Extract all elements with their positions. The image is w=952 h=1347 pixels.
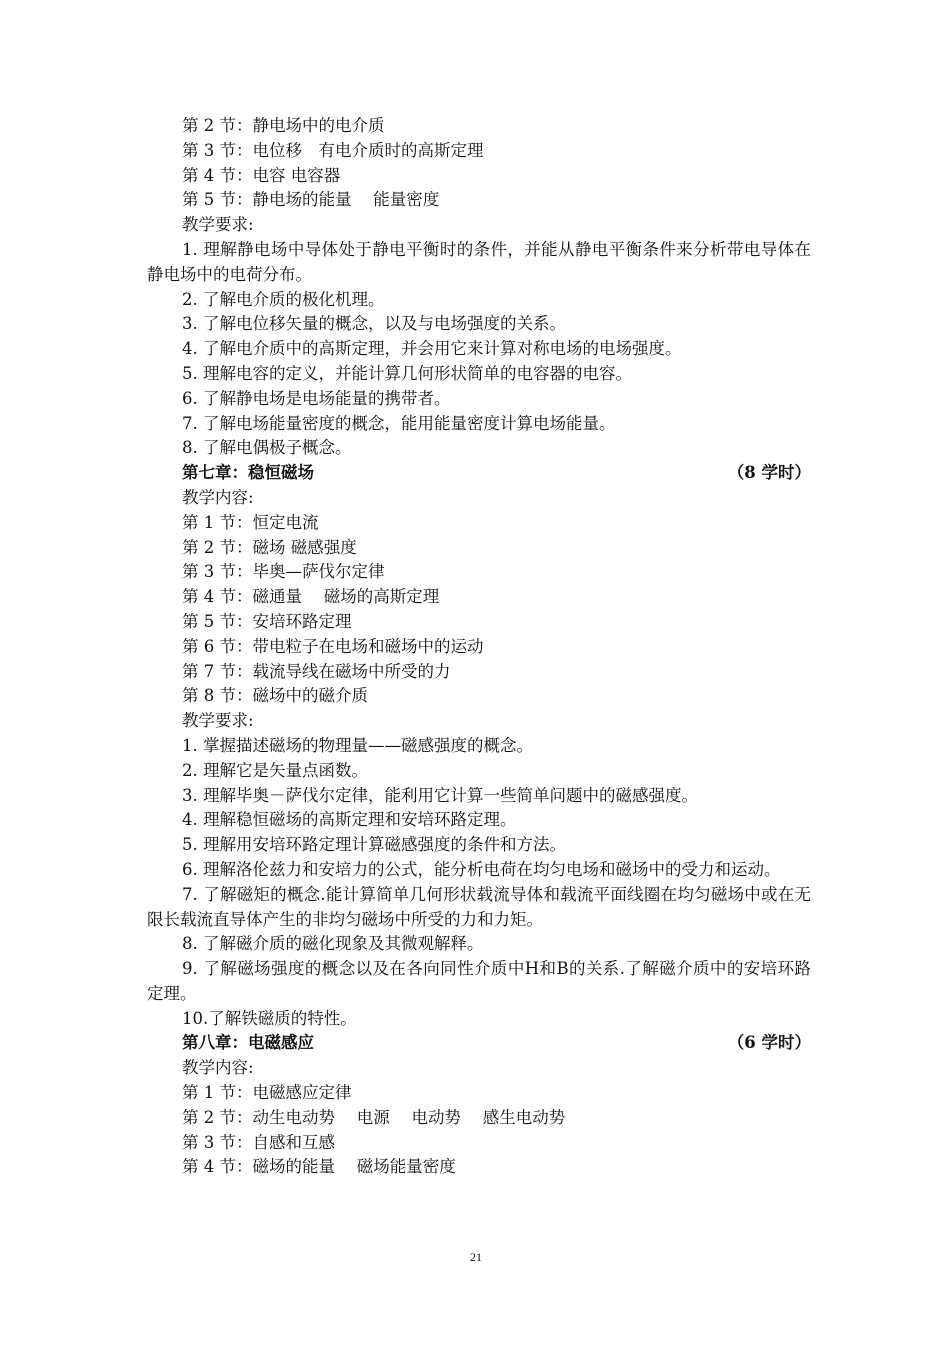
requirement-paragraph: 7. 了解磁矩的概念.能计算简单几何形状载流导体和载流平面线圈在均匀磁场中或在无限长载流直导体产生的非均匀磁场中所受的力和力矩。 <box>147 884 811 929</box>
requirement-paragraph: 1. 理解静电场中导体处于静电平衡时的条件，并能从静电平衡条件来分析带电导体在静电场中的电荷分布。 <box>147 239 811 284</box>
requirement-item: 3. 理解毕奥－萨伐尔定律，能利用它计算一些简单问题中的磁感强度。 <box>182 785 698 805</box>
requirement-paragraph: 9. 了解磁场强度的概念以及在各向同性介质中H和B的关系.了解磁介质中的安培环路定理。 <box>147 959 811 1003</box>
section-line: 第 6 节：带电粒子在电场和磁场中的运动 <box>182 636 484 656</box>
section-line: 第 4 节：磁通量 磁场的高斯定理 <box>182 587 440 607</box>
section-line: 第 3 节：自感和互感 <box>182 1132 335 1152</box>
section-line: 第 4 节：磁场的能量 磁场能量密度 <box>182 1157 456 1177</box>
section-line: 第 3 节：电位移 有电介质时的高斯定理 <box>182 140 484 160</box>
requirement-item: 4. 了解电介质中的高斯定理，并会用它来计算对称电场的电场强度。 <box>182 339 682 359</box>
section-line: 第 2 节：磁场 磁感强度 <box>182 537 357 557</box>
requirement-item: 4. 理解稳恒磁场的高斯定理和安培环路定理。 <box>182 810 517 830</box>
requirement-item: 5. 理解电容的定义，并能计算几何形状简单的电容器的电容。 <box>182 363 632 383</box>
content-label: 教学内容: <box>182 487 254 507</box>
requirement-item: 8. 了解磁介质的磁化现象及其微观解释。 <box>182 934 484 954</box>
chapter-title: 第八章：电磁感应 <box>182 1033 314 1053</box>
requirement-item: 10.了解铁磁质的特性。 <box>182 1008 357 1028</box>
requirement-item: 8. 了解电偶极子概念。 <box>182 438 352 458</box>
requirements-label: 教学要求: <box>182 711 254 731</box>
page-body <box>147 114 811 1180</box>
chapter-heading-8 <box>147 1031 811 1056</box>
section-line: 第 3 节：毕奥—萨伐尔定律 <box>182 562 385 582</box>
requirement-item: 2. 了解电介质的极化机理。 <box>182 289 385 309</box>
section-line: 第 7 节：载流导线在磁场中所受的力 <box>182 661 451 681</box>
section-line: 第 2 节：动生电动势 电源 电动势 感生电动势 <box>182 1107 566 1127</box>
section-line: 第 4 节：电容 电容器 <box>182 165 341 185</box>
page-number: 21 <box>470 1250 482 1264</box>
content-label: 教学内容: <box>182 1058 254 1078</box>
requirement-item: 5. 理解用安培环路定理计算磁感强度的条件和方法。 <box>182 835 566 855</box>
requirement-item: 7. 了解电场能量密度的概念，能用能量密度计算电场能量。 <box>182 413 616 433</box>
requirement-item: 6. 了解静电场是电场能量的携带者。 <box>182 388 451 408</box>
requirements-label: 教学要求: <box>182 215 254 235</box>
section-line: 第 1 节：恒定电流 <box>182 512 319 532</box>
section-line: 第 2 节：静电场中的电介质 <box>182 116 385 135</box>
section-line: 第 1 节：电磁感应定律 <box>182 1083 352 1103</box>
chapter-heading-7 <box>147 461 811 486</box>
requirement-item: 3. 了解电位移矢量的概念，以及与电场强度的关系。 <box>182 314 566 334</box>
section-line: 第 5 节：静电场的能量 能量密度 <box>182 190 440 210</box>
section-line: 第 5 节：安培环路定理 <box>182 611 352 631</box>
section-line: 第 8 节：磁场中的磁介质 <box>182 686 368 706</box>
requirement-paragraph: 6. 理解洛伦兹力和安培力的公式，能分析电荷在均匀电场和磁场中的受力和运动。 <box>182 859 781 879</box>
chapter-title: 第七章：稳恒磁场 <box>182 463 314 483</box>
chapter-hours: （8 学时） <box>727 463 811 483</box>
requirement-item: 2. 理解它是矢量点函数。 <box>182 760 368 780</box>
chapter-hours: （6 学时） <box>727 1033 811 1053</box>
requirement-item: 1. 掌握描述磁场的物理量——磁感强度的概念。 <box>182 735 533 755</box>
